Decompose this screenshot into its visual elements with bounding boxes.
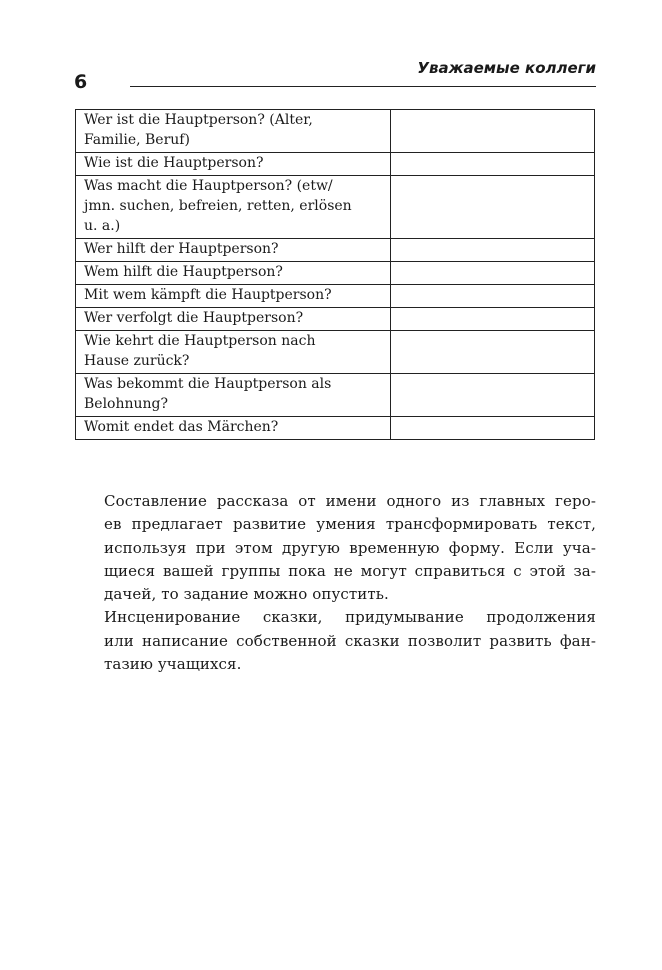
question-line: jmn. suchen, befreien, retten, erlösen: [84, 198, 352, 214]
answer-cell[interactable]: [391, 110, 595, 153]
answer-cell[interactable]: [391, 331, 595, 374]
answer-cell[interactable]: [391, 285, 595, 308]
question-cell: [76, 262, 391, 285]
table-row: [76, 417, 595, 440]
paragraph-line: Инсценирование сказки, придумывание продолжения: [104, 608, 596, 627]
paragraph-line: тазию учащихся.: [104, 655, 242, 674]
question-cell: [76, 239, 391, 262]
running-head: Уважаемые коллеги: [417, 59, 596, 77]
table-row: [76, 153, 595, 176]
question-line: Was bekommt die Hauptperson als: [84, 376, 332, 392]
question-cell: [76, 417, 391, 440]
paragraph: [74, 490, 596, 606]
question-line: Belohnung?: [84, 396, 169, 412]
question-line: Was macht die Hauptperson? (etw/: [84, 178, 333, 194]
table-row: [76, 308, 595, 331]
paragraph: [74, 606, 596, 676]
question-line: Wie kehrt die Hauptperson nach: [84, 333, 316, 349]
table-row: [76, 176, 595, 239]
paragraph-line: дачей, то задание можно опустить.: [104, 585, 389, 604]
question-line: Wer ist die Hauptperson? (Alter,: [84, 112, 313, 128]
paragraph-line: ев предлагает развитие умения трансформировать текст,: [104, 515, 596, 534]
question-line: Mit wem kämpft die Hauptperson?: [84, 287, 332, 303]
page-number: 6: [74, 71, 88, 93]
answer-cell[interactable]: [391, 417, 595, 440]
question-table: [75, 109, 595, 440]
body-text: [74, 490, 596, 676]
table-row: [76, 374, 595, 417]
question-line: Familie, Beruf): [84, 132, 190, 148]
question-cell: [76, 285, 391, 308]
question-cell: [76, 331, 391, 374]
paragraph-line: щиеся вашей группы пока не могут справиться с этой за-: [104, 561, 596, 580]
question-cell: [76, 176, 391, 239]
table-row: [76, 262, 595, 285]
question-cell: [76, 153, 391, 176]
header-rule: [130, 86, 596, 87]
question-cell: [76, 110, 391, 153]
table-row: [76, 285, 595, 308]
answer-cell[interactable]: [391, 176, 595, 239]
answer-cell[interactable]: [391, 239, 595, 262]
question-cell: [76, 374, 391, 417]
question-line: Hause zurück?: [84, 353, 190, 369]
question-cell: [76, 308, 391, 331]
table-row: [76, 239, 595, 262]
table-row: [76, 331, 595, 374]
question-line: Wem hilft die Hauptperson?: [84, 264, 283, 280]
paragraph-line: используя при этом другую временную форму. Если уча-: [104, 538, 596, 557]
question-line: Womit endet das Märchen?: [84, 419, 279, 435]
question-line: Wer verfolgt die Hauptperson?: [84, 310, 304, 326]
paragraph-line: Составление рассказа от имени одного из главных геро-: [104, 492, 596, 510]
table-row: [76, 110, 595, 153]
question-table-body: [76, 110, 595, 440]
question-line: Wer hilft der Hauptperson?: [84, 241, 279, 257]
answer-cell[interactable]: [391, 374, 595, 417]
answer-cell[interactable]: [391, 153, 595, 176]
answer-cell[interactable]: [391, 262, 595, 285]
question-line: u. a.): [84, 218, 121, 234]
answer-cell[interactable]: [391, 308, 595, 331]
question-line: Wie ist die Hauptperson?: [84, 155, 264, 171]
paragraph-line: или написание собственной сказки позволит развить фан-: [104, 631, 596, 650]
